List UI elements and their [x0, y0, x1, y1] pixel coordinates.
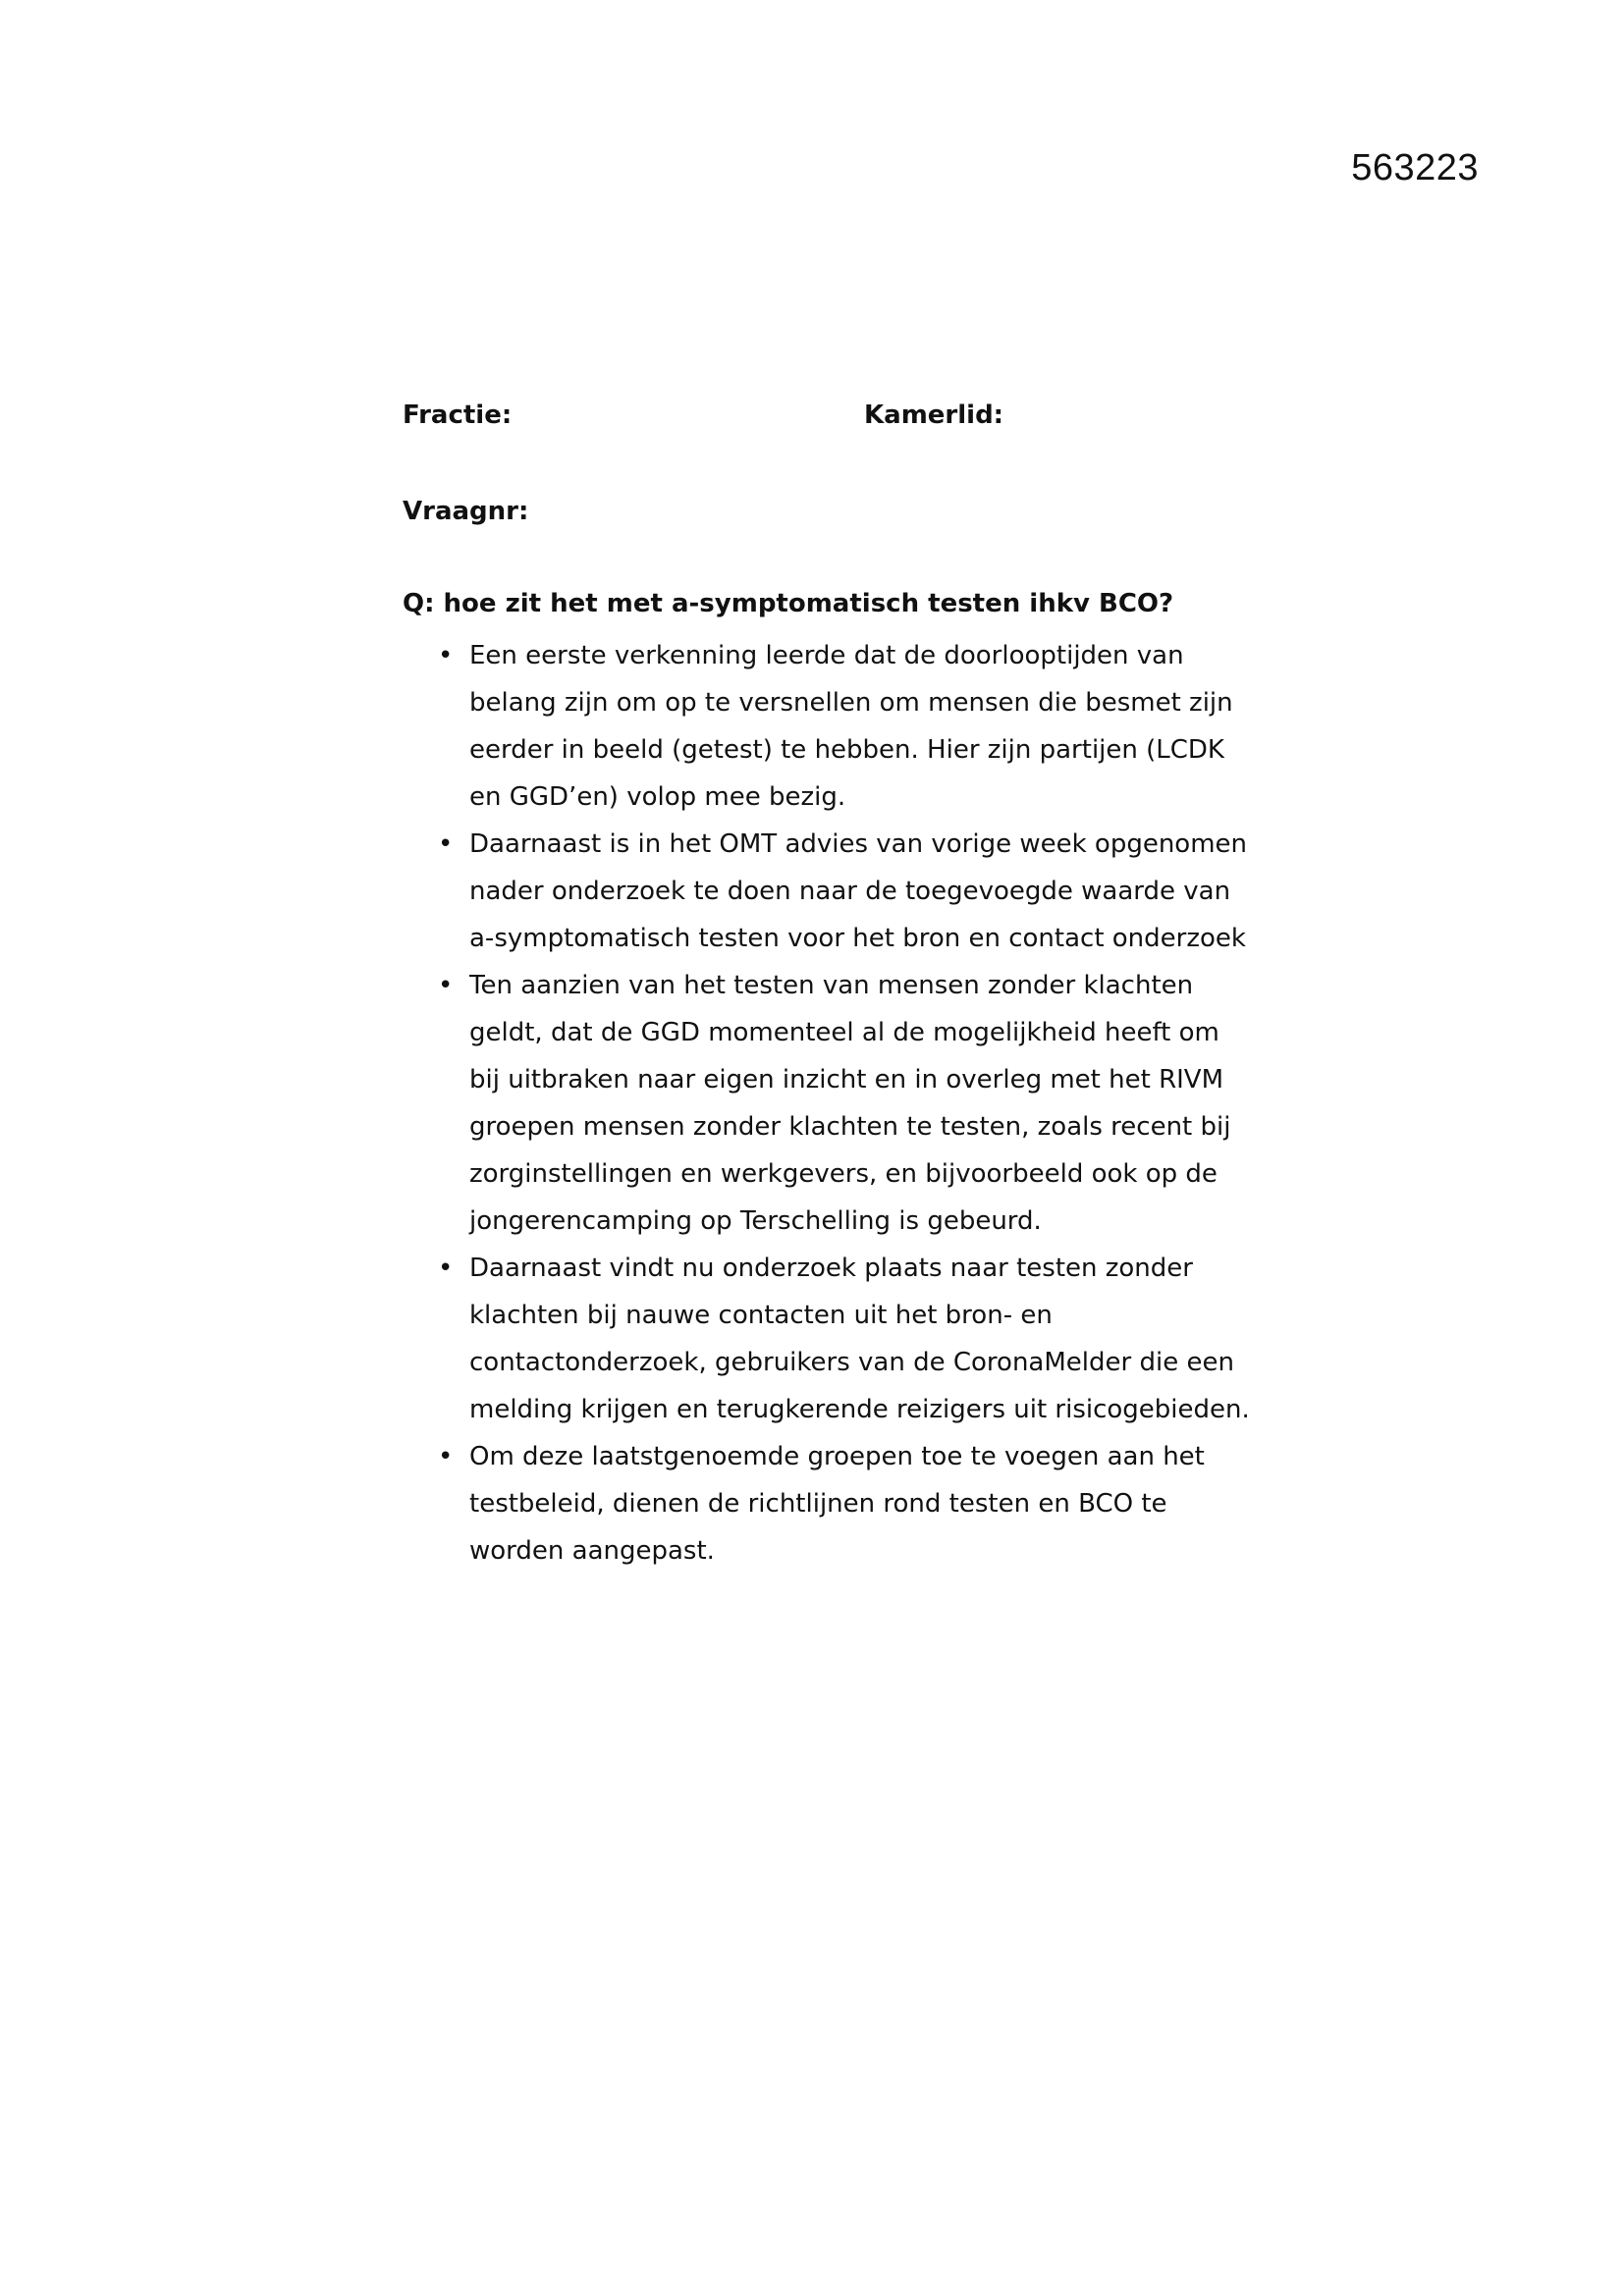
bullet-icon: • — [438, 971, 454, 1000]
bullet-item — [403, 962, 1247, 1245]
bullet-text: Daarnaast vindt nu onderzoek plaats naar testen zonder klachten bij nauwe contacten uit het bron- en contactonderzoek, gebruikers van de CoronaMelder die een melding krijgen en terugkerende reizigers uit risicogebieden. — [469, 1254, 1250, 1424]
question-heading: Q: hoe zit het met a-symptomatisch testen ihkv BCO? — [403, 589, 1174, 618]
document-number: 563223 — [1351, 147, 1479, 188]
vraagnr-label: Vraagnr: — [403, 497, 529, 526]
bullet-item — [403, 632, 1247, 821]
answer-bullet-list — [403, 632, 1250, 1575]
bullet-icon: • — [438, 641, 454, 670]
kamerlid-label: Kamerlid: — [864, 400, 1004, 430]
bullet-item — [403, 1433, 1247, 1575]
bullet-icon: • — [438, 1442, 454, 1471]
bullet-item — [403, 821, 1247, 962]
bullet-text: Ten aanzien van het testen van mensen zonder klachten geldt, dat de GGD momenteel al de mogelijkheid heeft om bij uitbraken naar eigen inzicht en in overleg met het RIVM groepen mensen zonder klachten te testen, zoals recent bij zorginstellingen en werkgevers, en bijvoorbeeld ook op de jongerencamping op Terschelling is gebeurd. — [469, 971, 1231, 1236]
bullet-text: Een eerste verkenning leerde dat de doorlooptijden van belang zijn om op te versnellen om mensen die besmet zijn eerder in beeld (getest) te hebben. Hier zijn partijen (LCDK en GGD’en) volop mee bezig. — [469, 641, 1233, 812]
bullet-text: Daarnaast is in het OMT advies van vorige week opgenomen nader onderzoek te doen naar de toegevoegde waarde van a-symptomatisch testen voor het bron en contact onderzoek — [469, 829, 1248, 953]
fractie-label: Fractie: — [403, 400, 513, 430]
bullet-item — [403, 1245, 1250, 1433]
bullet-icon: • — [438, 1254, 454, 1283]
bullet-text: Om deze laatstgenoemde groepen toe te voegen aan het testbeleid, dienen de richtlijnen rond testen en BCO te worden aangepast. — [469, 1442, 1205, 1566]
bullet-icon: • — [438, 829, 454, 859]
